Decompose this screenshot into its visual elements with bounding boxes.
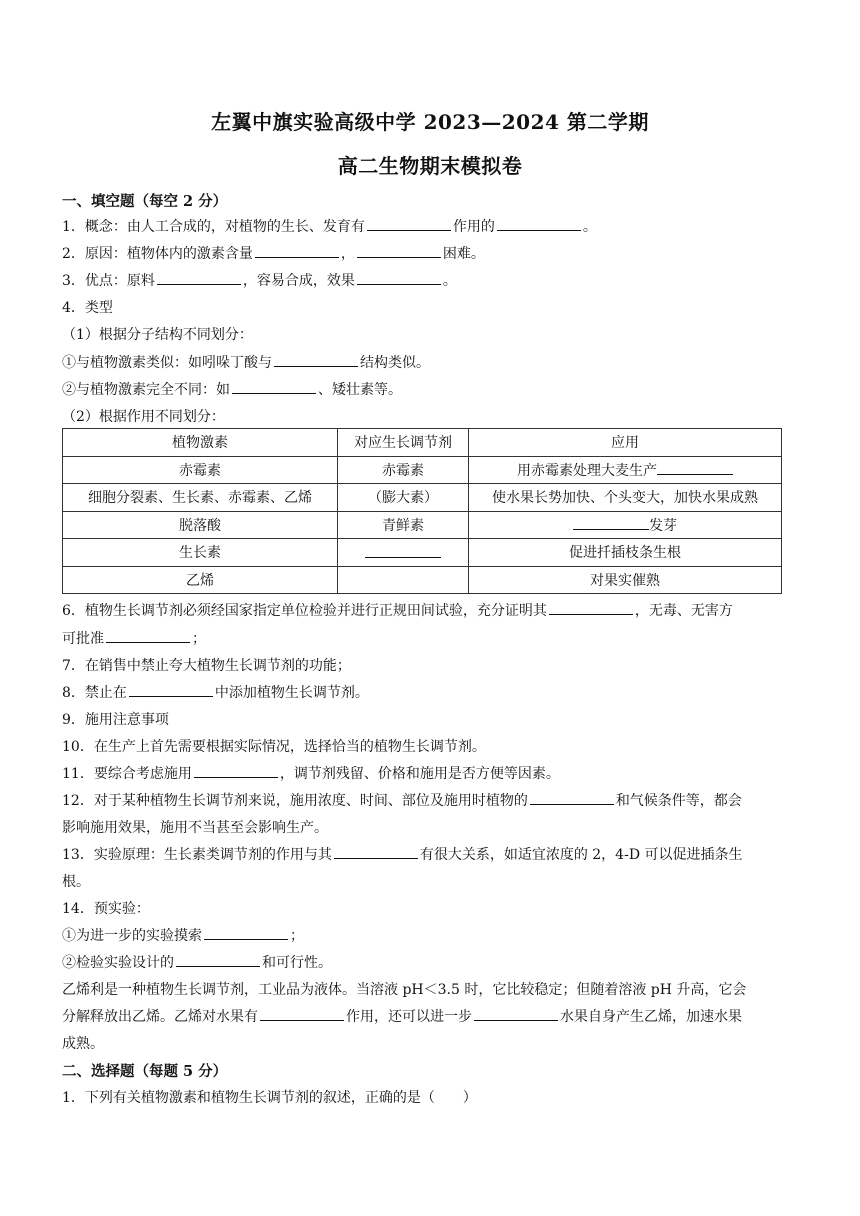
question-8: 8．禁止在 中添加植物生长调节剂。 (62, 682, 369, 702)
answer-blank[interactable] (274, 352, 358, 367)
table-cell: 对果实催熟 (469, 566, 782, 594)
question-4: 4．类型 (62, 300, 113, 316)
table-cell: 脱落酸 (63, 511, 338, 539)
question-3: 3．优点：原料 ，容易合成，效果 。 (62, 270, 457, 290)
question-13-line-2: 根。 (62, 874, 90, 890)
table-cell: （膨大素） (338, 484, 469, 512)
table-cell: 用赤霉素处理大麦生产 (469, 456, 782, 484)
section-heading-fill-blank: 一、填空题（每空 2 分） (62, 193, 228, 210)
answer-blank[interactable] (157, 270, 241, 285)
section-heading-multiple-choice: 二、选择题（每题 5 分） (62, 1063, 228, 1080)
exam-title: 左翼中旗实验高级中学 2023—2024 第二学期 (211, 110, 649, 134)
question-9: 9．施用注意事项 (62, 712, 169, 728)
answer-blank[interactable] (357, 243, 441, 258)
question-6-line-1: 6．植物生长调节剂必须经国家指定单位检验并进行正规田间试验，充分证明其 ，无毒、无害方 (62, 600, 733, 620)
answer-blank[interactable] (367, 216, 451, 231)
table-cell (338, 539, 469, 567)
question-14-b: ②检验实验设计的 和可行性。 (62, 952, 332, 972)
question-13-line-1: 13．实验原理：生长素类调节剂的作用与其 有很大关系，如适宜浓度的 2，4-D 可以促进插条生 (62, 844, 743, 864)
answer-blank[interactable] (129, 682, 213, 697)
answer-blank[interactable] (260, 1006, 344, 1021)
table-cell (338, 566, 469, 594)
question-4-1-b: ②与植物激素完全不同：如 、矮壮素等。 (62, 379, 402, 399)
table-cell: 赤霉素 (338, 456, 469, 484)
regulator-table (62, 428, 782, 594)
ethephon-paragraph-line-2: 分解释放出乙烯。乙烯对水果有 作用，还可以进一步 水果自身产生乙烯，加速水果 (62, 1006, 742, 1026)
answer-blank[interactable] (657, 460, 733, 475)
answer-blank[interactable] (573, 515, 649, 530)
answer-blank[interactable] (106, 628, 190, 643)
table-cell: 生长素 (63, 539, 338, 567)
question-4-part-1: （1）根据分子结构不同划分： (62, 327, 253, 343)
question-14: 14．预实验： (62, 901, 150, 917)
choice-question-1: 1．下列有关植物激素和植物生长调节剂的叙述，正确的是（ ） (62, 1090, 477, 1106)
answer-blank[interactable] (357, 270, 441, 285)
table-header-cell: 对应生长调节剂 (338, 429, 469, 457)
table-cell: 使水果长势加快、个头变大，加快水果成熟 (469, 484, 782, 512)
answer-blank[interactable] (497, 216, 581, 231)
answer-blank[interactable] (204, 925, 288, 940)
table-row (63, 566, 782, 594)
question-14-a: ①为进一步的实验摸索 ； (62, 925, 304, 945)
answer-blank[interactable] (474, 1006, 558, 1021)
table-cell: 细胞分裂素、生长素、赤霉素、乙烯 (63, 484, 338, 512)
answer-blank[interactable] (334, 844, 418, 859)
table-cell: 发芽 (469, 511, 782, 539)
answer-blank[interactable] (232, 379, 316, 394)
table-row (63, 456, 782, 484)
table-cell: 青鲜素 (338, 511, 469, 539)
table-header-cell: 植物激素 (63, 429, 338, 457)
question-11: 11．要综合考虑施用 ，调节剂残留、价格和施用是否方便等因素。 (62, 763, 560, 783)
question-4-part-2: （2）根据作用不同划分： (62, 409, 225, 425)
ethephon-paragraph-line-1: 乙烯利是一种植物生长调节剂，工业品为液体。当溶液 pH＜3.5 时，它比较稳定；但随着溶液 pH 升高，它会 (62, 982, 747, 998)
question-4-1-a: ①与植物激素类似：如吲哚丁酸与 结构类似。 (62, 352, 430, 372)
question-1: 1．概念：由人工合成的，对植物的生长、发育有 作用的 。 (62, 216, 597, 236)
table-cell: 乙烯 (63, 566, 338, 594)
question-2: 2．原因：植物体内的激素含量 ， 困难。 (62, 243, 485, 263)
answer-blank[interactable] (365, 543, 441, 558)
table-row (63, 539, 782, 567)
table-cell: 赤霉素 (63, 456, 338, 484)
answer-blank[interactable] (255, 243, 339, 258)
answer-blank[interactable] (176, 952, 260, 967)
question-12-line-1: 12．对于某种植物生长调节剂来说，施用浓度、时间、部位及施用时植物的 和气候条件等，都会 (62, 790, 742, 810)
answer-blank[interactable] (530, 790, 614, 805)
ethephon-paragraph-line-3: 成熟。 (62, 1036, 104, 1052)
table-row (63, 484, 782, 512)
answer-blank[interactable] (549, 600, 633, 615)
table-row (63, 511, 782, 539)
table-header-row (63, 429, 782, 457)
question-12-line-2: 影响施用效果，施用不当甚至会影响生产。 (62, 820, 328, 836)
table-cell: 促进扦插枝条生根 (469, 539, 782, 567)
answer-blank[interactable] (194, 763, 278, 778)
question-10: 10．在生产上首先需要根据实际情况，选择恰当的植物生长调节剂。 (62, 739, 486, 755)
exam-subtitle: 高二生物期末模拟卷 (337, 154, 523, 178)
question-7: 7．在销售中禁止夸大植物生长调节剂的功能； (62, 658, 351, 674)
question-6-line-2: 可批准 ； (62, 628, 206, 648)
table-header-cell: 应用 (469, 429, 782, 457)
